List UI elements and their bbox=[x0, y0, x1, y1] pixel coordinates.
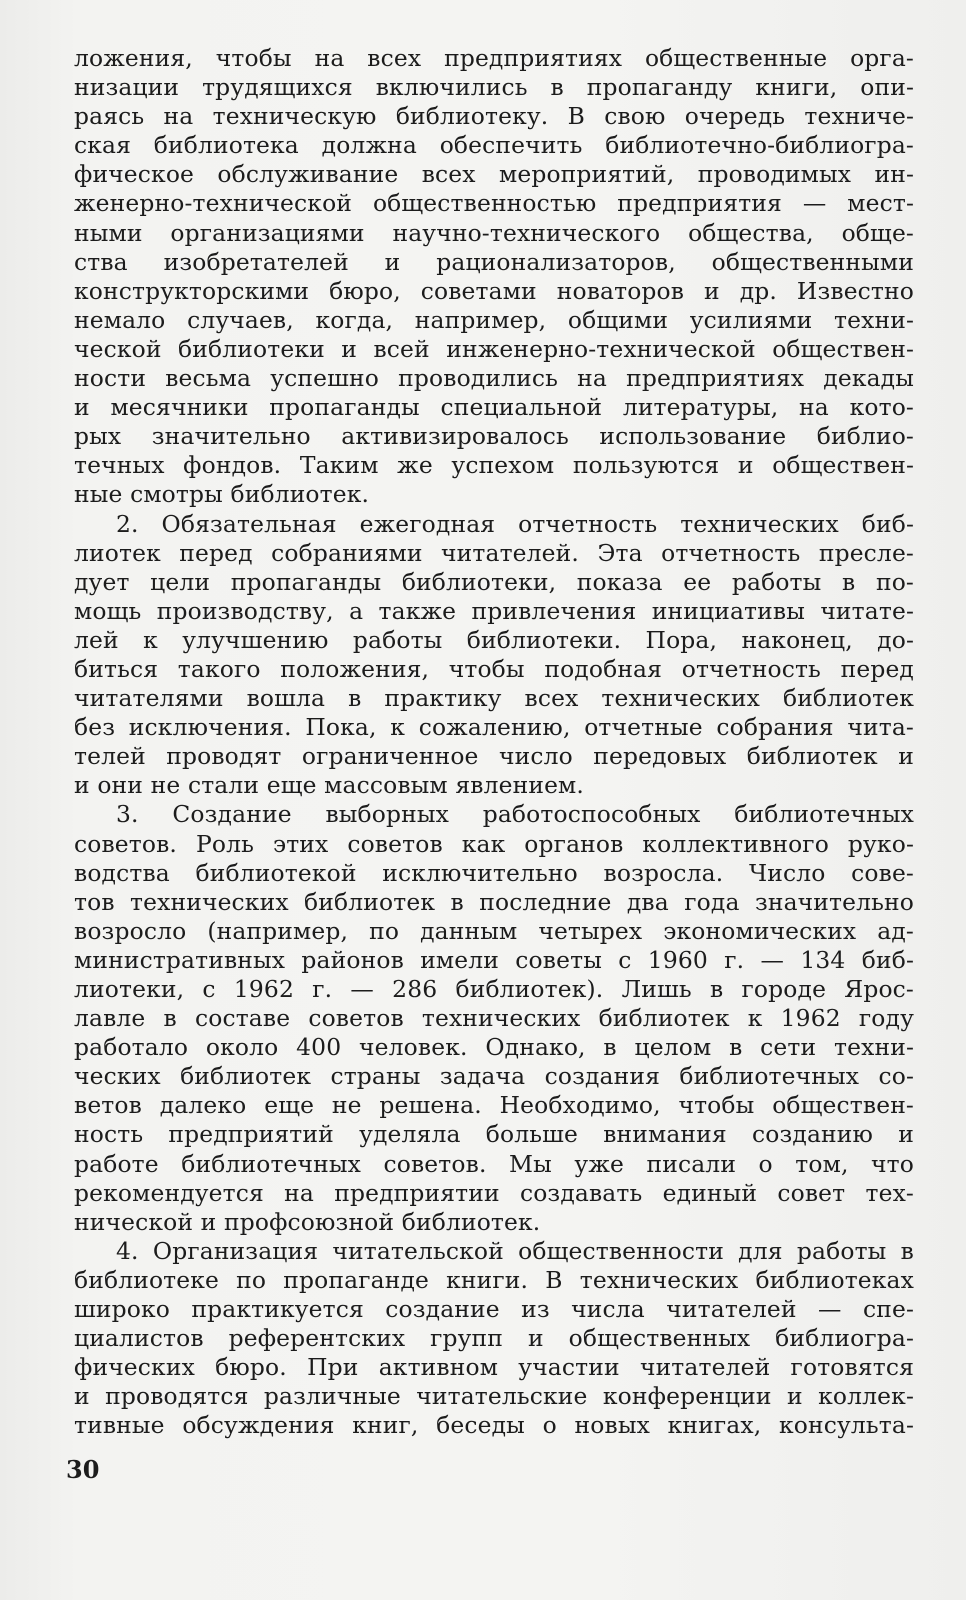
text-line: женерно-технической общественностью предприятия — мест- bbox=[74, 189, 914, 218]
text-line: советов. Роль этих советов как органов коллективного руко- bbox=[74, 829, 914, 858]
text-line: рекомендуется на предприятии создавать единый совет тех- bbox=[74, 1178, 914, 1207]
text-line: ческой библиотеки и всей инженерно-технической обществен- bbox=[74, 334, 914, 363]
text-line: конструкторскими бюро, советами новаторов и др. Известно bbox=[74, 276, 914, 305]
text-line: водства библиотекой исключительно возросла. Число сове- bbox=[74, 858, 914, 887]
text-line: ства изобретателей и рационализаторов, общественными bbox=[74, 247, 914, 276]
page-number: 30 bbox=[66, 1455, 100, 1484]
text-line: ветов далеко еще не решена. Необходимо, чтобы обществен- bbox=[74, 1091, 914, 1120]
text-line: ности весьма успешно проводились на предприятиях декады bbox=[74, 364, 914, 393]
text-line: ская библиотека должна обеспечить библиотечно-библиогра- bbox=[74, 131, 914, 160]
text-line: телей проводят ограниченное число передовых библиотек и bbox=[74, 742, 914, 771]
text-line: библиотеке по пропаганде книги. В технических библиотеках bbox=[74, 1265, 914, 1294]
text-line: лиотеки, с 1962 г. — 286 библиотек). Лишь в городе Ярос- bbox=[74, 975, 914, 1003]
text-line: ными организациями научно-технического общества, обще- bbox=[74, 218, 914, 247]
text-line: министративных районов имели советы с 1960 г. — 134 биб- bbox=[74, 945, 914, 974]
text-line: низации трудящихся включились в пропаганду книги, опи- bbox=[74, 73, 914, 102]
text-line: ность предприятий уделяла больше внимания созданию и bbox=[74, 1120, 914, 1149]
text-line: 2. Обязательная ежегодная отчетность технических биб- bbox=[116, 509, 914, 538]
text-line: читателями вошла в практику всех технических библиотек bbox=[74, 684, 914, 713]
text-line: дует цели пропаганды библиотеки, показа ее работы в по- bbox=[74, 567, 914, 596]
body-text bbox=[74, 44, 914, 1441]
text-line: 4. Организация читательской общественности для работы в bbox=[116, 1236, 914, 1265]
text-line: и месячники пропаганды специальной литературы, на кото- bbox=[74, 393, 914, 422]
text-line: раясь на техническую библиотеку. В свою очередь техниче- bbox=[74, 102, 914, 131]
text-line: широко практикуется создание из числа читателей — спе- bbox=[74, 1295, 914, 1324]
text-line: лиотек перед собраниями читателей. Эта отчетность пресле- bbox=[74, 538, 914, 567]
text-line: тивные обсуждения книг, беседы о новых книгах, консульта- bbox=[74, 1411, 914, 1440]
text-line: лей к улучшению работы библиотеки. Пора, наконец, до- bbox=[74, 625, 914, 654]
text-line: лавле в составе советов технических библиотек к 1962 году bbox=[74, 1004, 914, 1033]
text-line: циалистов референтских групп и общественных библиогра- bbox=[74, 1324, 914, 1353]
text-line: фических бюро. При активном участии читателей готовятся bbox=[74, 1353, 914, 1382]
text-line: без исключения. Пока, к сожалению, отчетные собрания чита- bbox=[74, 713, 914, 742]
text-line: мощь производству, а также привлечения инициативы читате- bbox=[74, 596, 914, 625]
text-line: фическое обслуживание всех мероприятий, проводимых ин- bbox=[74, 160, 914, 189]
text-line: течных фондов. Таким же успехом пользуются и обществен- bbox=[74, 451, 914, 480]
text-line: биться такого положения, чтобы подобная отчетность перед bbox=[74, 654, 914, 683]
text-line: работе библиотечных советов. Мы уже писали о том, что bbox=[74, 1149, 914, 1178]
text-line: ные смотры библиотек. bbox=[74, 480, 370, 509]
text-line: рых значительно активизировалось использование библио- bbox=[74, 422, 914, 451]
text-line: и они не стали еще массовым явлением. bbox=[74, 771, 584, 800]
text-line: 3. Создание выборных работоспособных библиотечных bbox=[116, 800, 914, 829]
text-line: и проводятся различные читательские конференции и коллек- bbox=[74, 1382, 914, 1411]
text-line: работало около 400 человек. Однако, в целом в сети техни- bbox=[74, 1033, 914, 1062]
text-line: возросло (например, по данным четырех экономических ад- bbox=[74, 916, 914, 945]
text-line: тов технических библиотек в последние два года значительно bbox=[74, 887, 914, 916]
text-line: нической и профсоюзной библиотек. bbox=[74, 1207, 541, 1236]
text-line: ческих библиотек страны задача создания библиотечных со- bbox=[74, 1062, 914, 1091]
text-line: ложения, чтобы на всех предприятиях общественные орга- bbox=[74, 44, 914, 72]
text-line: немало случаев, когда, например, общими усилиями техни- bbox=[74, 305, 914, 334]
